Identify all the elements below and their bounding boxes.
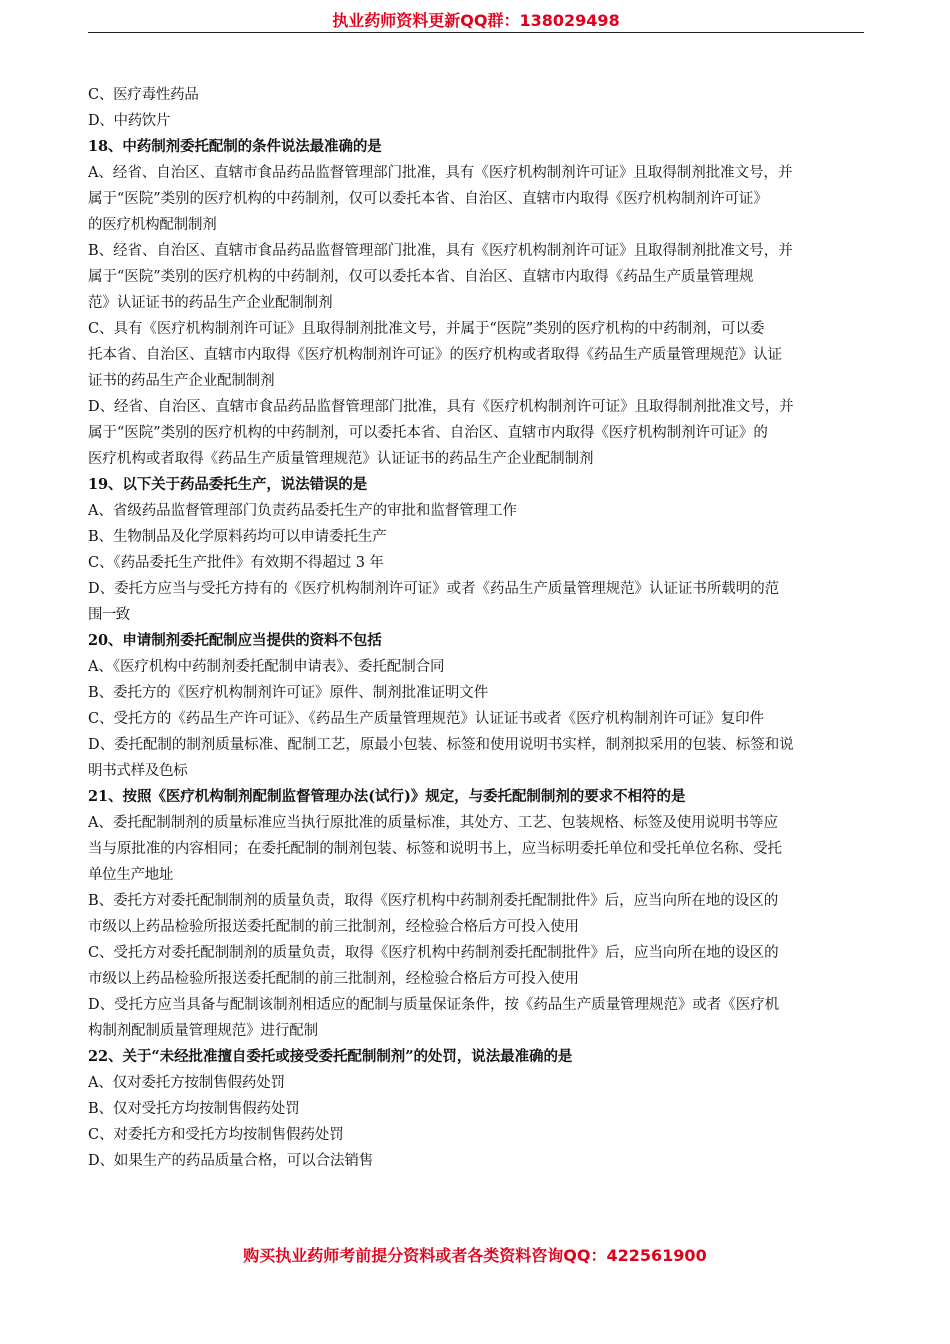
text-line: C、《药品委托生产批件》有效期不得超过 3 年: [88, 555, 384, 571]
question-title: 22、关于“未经批准擅自委托或接受委托配制制剂”的处罚，说法最准确的是: [88, 1048, 573, 1065]
text-line: 构制剂配制质量管理规范》进行配制: [88, 1023, 318, 1039]
question-title: 19、以下关于药品委托生产，说法错误的是: [88, 476, 368, 493]
text-line: B、经省、自治区、直辖市食品药品监督管理部门批准，具有《医疗机构制剂许可证》且取得制剂批准文号，并: [88, 243, 793, 259]
text-line: B、仅对受托方均按制售假药处罚: [88, 1101, 300, 1117]
page-header: 执业药师资料更新QQ群：138029498: [332, 11, 620, 30]
text-line: 明书式样及色标: [88, 763, 188, 779]
text-line: 托本省、自治区、直辖市内取得《医疗机构制剂许可证》的医疗机构或者取得《药品生产质量管理规范》认证: [88, 347, 782, 363]
text-line: A、委托配制制剂的质量标准应当执行原批准的质量标准，其处方、工艺、包装规格、标签及使用说明书等应: [88, 815, 778, 831]
text-line: C、医疗毒性药品: [88, 87, 199, 103]
text-line: D、委托方应当与受托方持有的《医疗机构制剂许可证》或者《药品生产质量管理规范》认证证书所载明的范: [88, 581, 780, 597]
text-line: C、具有《医疗机构制剂许可证》且取得制剂批准文号，并属于“医院”类别的医疗机构的中药制剂，可以委: [88, 321, 765, 337]
text-line: B、委托方的《医疗机构制剂许可证》原件、制剂批准证明文件: [88, 685, 489, 701]
text-line: B、委托方对委托配制制剂的质量负责，取得《医疗机构中药制剂委托配制批件》后，应当向所在地的设区的: [88, 893, 779, 909]
text-line: 医疗机构或者取得《药品生产质量管理规范》认证证书的药品生产企业配制制剂: [88, 451, 594, 467]
question-title: 20、申请制剂委托配制应当提供的资料不包括: [88, 632, 382, 649]
text-line: D、委托配制的制剂质量标准、配制工艺，原最小包装、标签和使用说明书实样，制剂拟采用的包装、标签和说: [88, 737, 794, 753]
text-line: D、受托方应当具备与配制该制剂相适应的配制与质量保证条件，按《药品生产质量管理规范》或者《医疗机: [88, 997, 780, 1013]
text-line: C、受托方的《药品生产许可证》、《药品生产质量管理规范》认证证书或者《医疗机构制剂许可证》复印件: [88, 711, 765, 727]
question-title: 21、按照《医疗机构制剂配制监督管理办法(试行)》规定，与委托配制制剂的要求不相符的是: [88, 788, 686, 805]
text-line: 当与原批准的内容相同；在委托配制的制剂包装、标签和说明书上，应当标明委托单位和受托单位名称、受托: [88, 841, 782, 857]
text-line: C、对委托方和受托方均按制售假药处罚: [88, 1127, 344, 1143]
text-line: A、省级药品监督管理部门负责药品委托生产的审批和监督管理工作: [88, 503, 517, 519]
question-title: 18、中药制剂委托配制的条件说法最准确的是: [88, 138, 382, 155]
text-line: 市级以上药品检验所报送委托配制的前三批制剂，经检验合格后方可投入使用: [88, 971, 579, 987]
text-line: 单位生产地址: [88, 867, 173, 883]
text-line: 的医疗机构配制制剂: [88, 217, 217, 233]
text-line: 围一致: [88, 607, 130, 623]
text-line: 证书的药品生产企业配制制剂: [88, 373, 275, 389]
text-line: 市级以上药品检验所报送委托配制的前三批制剂，经检验合格后方可投入使用: [88, 919, 579, 935]
header-divider: [88, 32, 864, 33]
document-body: [88, 82, 868, 1174]
page-footer: 购买执业药师考前提分资料或者各类资料咨询QQ：422561900: [243, 1246, 707, 1265]
text-line: B、生物制品及化学原料药均可以申请委托生产: [88, 529, 387, 545]
text-line: 属于“医院”类别的医疗机构的中药制剂，仅可以委托本省、自治区、直辖市内取得《医疗机构制剂许可证》: [88, 191, 768, 207]
text-line: 属于“医院”类别的医疗机构的中药制剂，可以委托本省、自治区、直辖市内取得《医疗机构制剂许可证》的: [88, 425, 768, 441]
text-line: A、《医疗机构中药制剂委托配制申请表》、委托配制合同: [88, 659, 445, 675]
text-line: 范》认证证书的药品生产企业配制制剂: [88, 295, 333, 311]
text-line: D、如果生产的药品质量合格，可以合法销售: [88, 1153, 374, 1169]
text-line: A、仅对委托方按制售假药处罚: [88, 1075, 285, 1091]
text-line: C、受托方对委托配制制剂的质量负责，取得《医疗机构中药制剂委托配制批件》后，应当向所在地的设区的: [88, 945, 779, 961]
text-line: A、经省、自治区、直辖市食品药品监督管理部门批准，具有《医疗机构制剂许可证》且取得制剂批准文号，并: [88, 165, 793, 181]
text-line: D、经省、自治区、直辖市食品药品监督管理部门批准，具有《医疗机构制剂许可证》且取得制剂批准文号，并: [88, 399, 794, 415]
text-line: D、中药饮片: [88, 113, 171, 129]
text-line: 属于“医院”类别的医疗机构的中药制剂，仅可以委托本省、自治区、直辖市内取得《药品生产质量管理规: [88, 269, 754, 285]
